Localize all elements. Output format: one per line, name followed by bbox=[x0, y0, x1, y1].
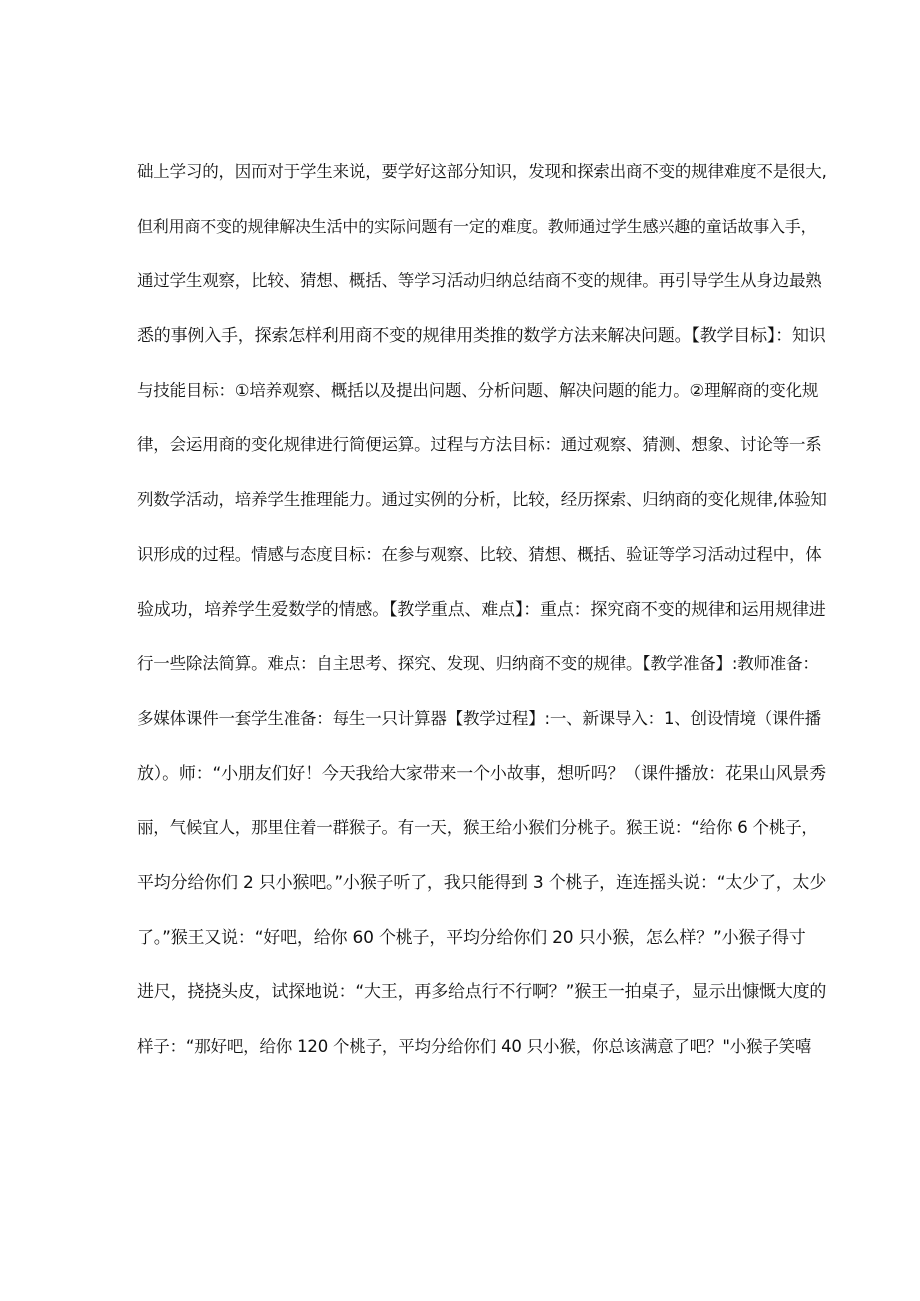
text-line: 通过学生观察，比较、猜想、概括、等学习活动归纳总结商不变的规律。再引导学生从身边最熟 bbox=[137, 271, 822, 291]
text-line: 悉的事例入手，探索怎样利用商不变的规律用类推的数学方法来解决问题。【教学目标】：知识 bbox=[137, 326, 826, 347]
text-line: 列数学活动，培养学生推理能力。通过实例的分析，比较，经历探索、归纳商的变化规律,体验知 bbox=[137, 490, 827, 510]
text-line: 多媒体课件一套学生准备：每生一只计算器【教学过程】:一、新课导入：1、创设情境（课件播 bbox=[137, 708, 821, 728]
text-line: 放）。师：“小朋友们好！今天我给大家带来一个小故事，想听吗？（课件播放：花果山风景秀 bbox=[137, 763, 826, 784]
text-line: 验成功，培养学生爱数学的情感。【教学重点、难点】：重点：探究商不变的规律和运用规律进 bbox=[137, 599, 826, 620]
text-line: 律，会运用商的变化规律进行简便运算。过程与方法目标：通过观察、猜测、想象、讨论等一系 bbox=[137, 435, 822, 455]
text-line: 础上学习的，因而对于学生来说，要学好这部分知识，发现和探索出商不变的规律难度不是很大, bbox=[137, 162, 827, 181]
text-line: 行一些除法简算。难点：自主思考、探究、发现、归纳商不变的规律。【教学准备】:教师准备： bbox=[137, 654, 819, 674]
text-line: 了。”猴王又说：“好吧，给你 60 个桃子，平均分给你们 20 只小猴，怎么样？”小猴子得寸 bbox=[137, 927, 806, 948]
text-line: 平均分给你们 2 只小猴吧。”小猴子听了，我只能得到 3 个桃子，连连摇头说：“太少了，太少 bbox=[137, 872, 827, 893]
text-line: 进尺，挠挠头皮，试探地说：“大王，再多给点行不行啊？”猴王一拍桌子，显示出慷慨大度的 bbox=[137, 982, 827, 1003]
text-line: 识形成的过程。情感与态度目标：在参与观察、比较、猜想、概括、验证等学习活动过程中，体 bbox=[137, 544, 822, 564]
text-line: 但利用商不变的规律解决生活中的实际问题有一定的难度。教师通过学生感兴趣的童话故事入手， bbox=[137, 216, 817, 236]
text-line: 样子：“那好吧，给你 120 个桃子，平均分给你们 40 只小猴，你总该满意了吧？"小猴子笑嘻 bbox=[137, 1037, 812, 1056]
body-text bbox=[137, 152, 827, 1082]
text-line: 与技能目标：①培养观察、概括以及提出问题、分析问题、解决问题的能力。②理解商的变化规 bbox=[137, 380, 819, 400]
text-line: 丽，气候宜人，那里住着一群猴子。有一天，猴王给小猴们分桃子。猴王说：“给你 6 个桃子， bbox=[137, 818, 818, 838]
